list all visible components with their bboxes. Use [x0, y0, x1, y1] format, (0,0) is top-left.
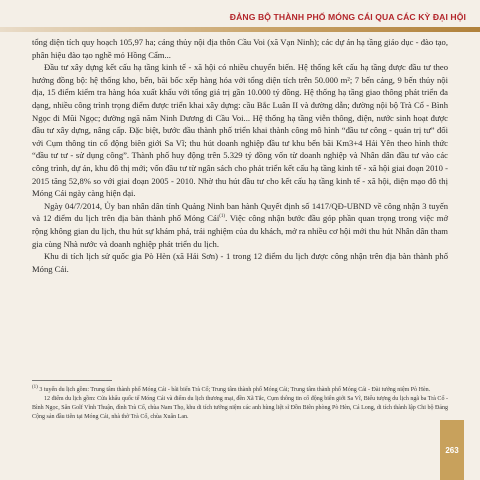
paragraph-1: tổng diện tích quy hoạch 105,97 ha; cảng thủy nội địa thôn Cầu Voi (xã Vạn Ninh); các dự án hạ tầng giáo dục - đào tạo, phân hiệu đào tạo nghề mỏ Hồng Cẩm...	[32, 37, 448, 60]
footnote-1-mark: (1)	[32, 385, 38, 390]
paragraph-2: Đầu tư xây dựng kết cấu hạ tầng kinh tế - xã hội có nhiều chuyển biến. Hệ thống kết cấu hạ tầng được đầu tư theo hướng đồng bộ: hệ thống kho, bến, bãi bốc xếp hàng hóa với tổng diện tích trên 50.000 m²; 7 bến cảng, 9 bến thủy nội địa, 15 điểm kiểm tra hàng hóa xuất khẩu với tổng giá trị gần 10.000 tỷ đồng. Hệ thống hạ tầng giao thông phát triển đa dạng, nhiều công trình trọng điểm được triển khai xây dựng: cầu Bắc Luân II và đường dẫn; đường nội bộ Trà Cổ - Bình Ngọc đi Mũi Ngọc; đường ngã năm Ninh Dương đi Cầu Voi... Hệ thống hạ tầng viễn thông, điện, nước sinh hoạt được đầu tư xây dựng, nâng cấp. Đặc biệt, bước đầu thành phố triển khai thành công mô hình “đầu tư công - quản trị tư” đối với Cụm thông tin cổ động biên giới Sa Vĩ; thu hút doanh nghiệp đầu tư khu bến bãi Km3+4 Hải Yên theo hình thức “đầu tư tư - sử dụng công”. Thành phố huy động trên 5.329 tỷ đồng vốn từ doanh nghiệp và Nhân dân đầu tư vào các công trình, dự án, khu đô thị mới; vốn đầu tư từ ngân sách cho phát triển kết cấu hạ tầng kinh tế - xã hội giai đoạn 2010 - 2015 tăng 52,8% so với giai đoạn 2005 - 2010. Nhờ thu hút đầu tư cho kết cấu hạ tầng kinh tế - xã hội, diện mạo đô thị Móng Cái ngày càng hiện đại.	[32, 62, 448, 199]
paragraph-3	[32, 200, 448, 250]
paragraph-3-rest: . Việc công nhận bước đầu góp phần quan trọng trong việc mở rộng không gian du lịch, thu hút sự khám phá, trải nghiệm của du khách, mở ra nhiều cơ hội mới thu hút Nhân dân tham gia cùng Nhà nước và doanh nghiệp phát triển du lịch.	[32, 213, 449, 249]
footnote-1	[32, 386, 448, 395]
paragraph-3-text: Ngày 04/7/2014, Ủy ban nhân dân tỉnh Quảng Ninh ban hành Quyết định số 1417/QĐ-UBND về công nhận 3 tuyến và 12 điểm du lịch trên địa bàn thành phố Móng Cái	[32, 200, 448, 224]
body-text	[32, 36, 448, 275]
page-number-tab	[440, 420, 464, 480]
footnote-1-continued: 12 điểm du lịch gồm: Cửa khẩu quốc tế Móng Cái và điểm du lịch thương mại, đền Xã Tắc, Cụm thông tin cổ động biên giới Sa Vĩ, Biểu tượng du lịch ngã ba Trà Cổ - Bình Ngọc, Sân Golf Vĩnh Thuận, đình Trà Cổ, chùa Nam Thọ, khu di tích tưởng niệm các anh hùng liệt sĩ Đồn Biên phòng Pò Hèn, Cá Long, di tích thành lập Chi bộ Đảng Cộng sản đầu tiên tại Móng Cái, nhà thờ Trà Cổ, chùa Xuân Lan.	[32, 395, 448, 420]
running-header: ĐẢNG BỘ THÀNH PHỐ MÓNG CÁI QUA CÁC KỲ ĐẠI HỘI	[229, 12, 466, 22]
footnote-1-text: 3 tuyến du lịch gồm: Trung tâm thành phố Móng Cái - bãi biển Trà Cổ; Trung tâm thành phố Móng Cái; Trung tâm thành phố Móng Cái - Đài tưởng niệm Pò Hèn.	[37, 387, 431, 393]
header-rule	[0, 27, 480, 32]
footnote-divider	[32, 380, 112, 381]
footnote-ref-1: (1)	[219, 214, 226, 220]
page-number: 263	[445, 445, 459, 455]
paragraph-4: Khu di tích lịch sử quốc gia Pò Hèn (xã Hải Sơn) - 1 trong 12 điểm du lịch được công nhận trên địa bàn thành phố Móng Cái.	[32, 251, 448, 274]
footnotes	[32, 386, 448, 422]
